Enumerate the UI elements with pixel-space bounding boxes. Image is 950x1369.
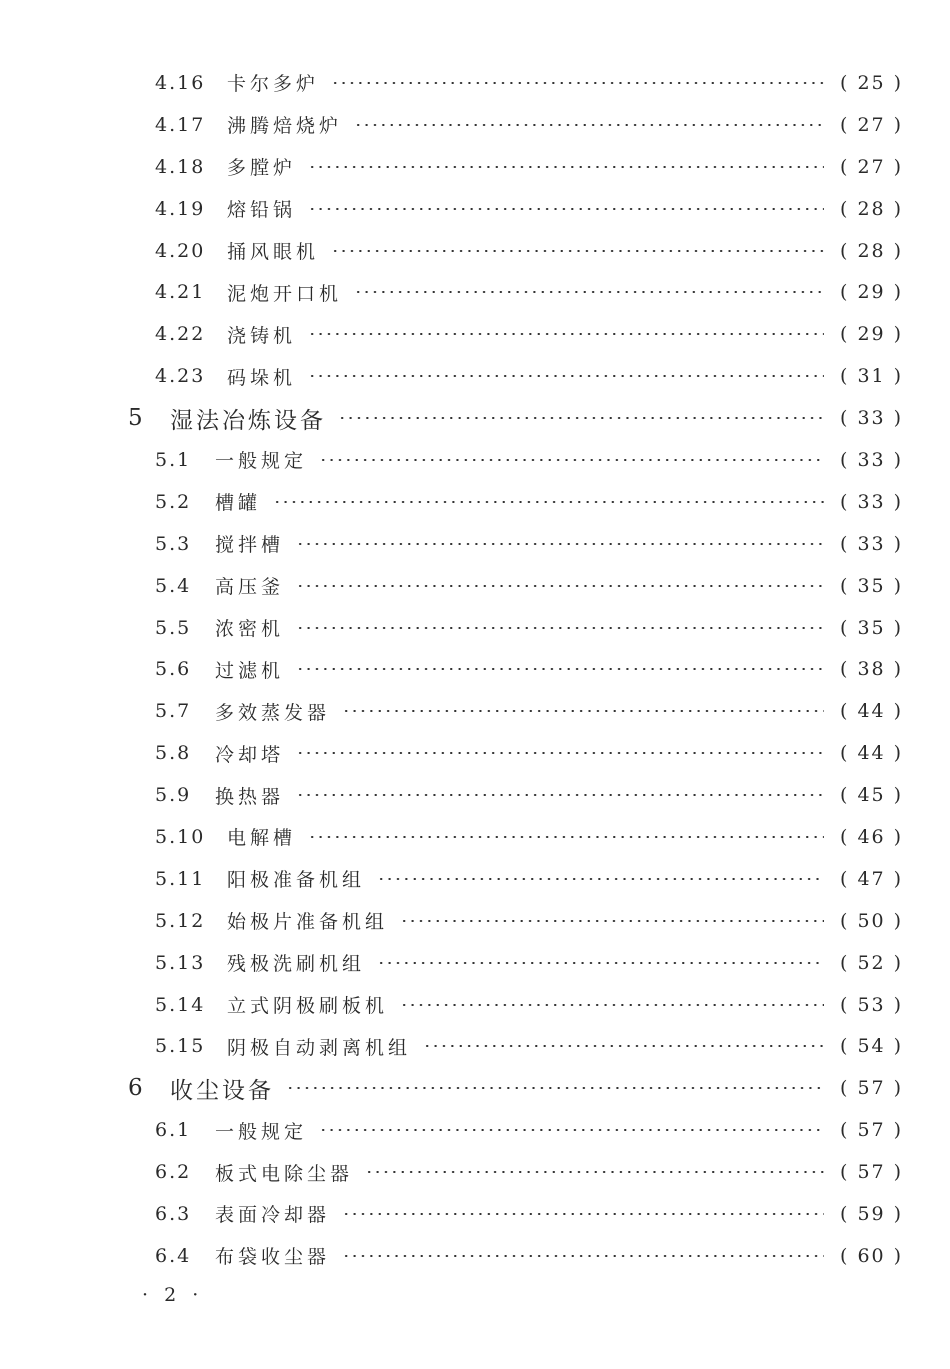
toc-entry-title: 捅风眼机 xyxy=(227,241,320,263)
toc-entry-number: 4.20 xyxy=(155,239,206,262)
toc-entry[interactable] xyxy=(0,732,950,774)
toc-entry-title: 多膛炉 xyxy=(227,157,297,180)
toc-entry-title: 残极洗刷机组 xyxy=(227,953,366,976)
toc-entry-page: ( 35 ) xyxy=(840,616,904,639)
toc-entry[interactable] xyxy=(0,690,950,732)
toc-entry-title: 电解槽 xyxy=(227,827,297,850)
toc-entry-number: 5.3 xyxy=(155,532,192,555)
toc-entry-page: ( 27 ) xyxy=(840,113,904,136)
toc-entry-page: ( 60 ) xyxy=(840,1244,904,1267)
toc-entry-number: 4.23 xyxy=(155,365,206,388)
leader-dots xyxy=(331,250,824,252)
toc-entry-number: 5.14 xyxy=(155,993,206,1016)
toc-entry[interactable] xyxy=(0,1151,950,1193)
leader-dots xyxy=(286,1087,824,1089)
leader-dots xyxy=(423,1045,824,1047)
toc-entry-page: ( 28 ) xyxy=(840,239,904,262)
toc-entry-title: 换热器 xyxy=(215,785,285,808)
toc-entry-number: 4.17 xyxy=(155,113,206,136)
toc-entry-number: 5.6 xyxy=(155,658,192,681)
toc-entry-page: ( 35 ) xyxy=(840,574,904,597)
leader-dots xyxy=(296,627,824,629)
leader-dots xyxy=(354,291,824,293)
toc-entry-number: 5.15 xyxy=(155,1035,206,1058)
toc-entry-number: 5.9 xyxy=(155,784,192,807)
toc-entry-page: ( 57 ) xyxy=(840,1161,904,1184)
toc-entry-page: ( 54 ) xyxy=(840,1035,904,1058)
toc-entry[interactable] xyxy=(0,858,950,900)
toc-entry-title: 高压釜 xyxy=(215,576,285,599)
toc-entry-title: 浓密机 xyxy=(215,618,285,641)
toc-entry-number: 5.10 xyxy=(155,825,206,848)
toc-entry[interactable] xyxy=(0,1025,950,1067)
toc-entry-page: ( 27 ) xyxy=(840,155,904,178)
toc-entry-page: ( 25 ) xyxy=(840,71,904,94)
toc-entry[interactable] xyxy=(0,900,950,942)
toc-entry-title: 板式电除尘器 xyxy=(215,1162,354,1185)
toc-entry-number: 5.12 xyxy=(155,909,206,932)
toc-entry[interactable] xyxy=(0,565,950,607)
toc-entry-page: ( 53 ) xyxy=(840,993,904,1016)
toc-entry-page: ( 33 ) xyxy=(840,490,904,513)
toc-entry[interactable] xyxy=(0,1109,950,1151)
leader-dots xyxy=(377,962,824,964)
toc-entry-title: 一般规定 xyxy=(215,450,308,473)
toc-entry[interactable] xyxy=(0,1235,950,1277)
leader-dots xyxy=(273,501,824,503)
toc-entry-title: 一般规定 xyxy=(215,1120,308,1143)
leader-dots xyxy=(308,333,824,335)
toc-entry[interactable] xyxy=(0,816,950,858)
toc-entry[interactable] xyxy=(0,607,950,649)
leader-dots xyxy=(342,1255,824,1257)
toc-entry[interactable] xyxy=(0,104,950,146)
toc-entry-number: 6.1 xyxy=(155,1119,192,1142)
toc-chapter-number: 5 xyxy=(128,405,145,432)
toc-entry-number: 6.2 xyxy=(155,1161,192,1184)
toc-entry-title: 阳极准备机组 xyxy=(227,869,366,892)
toc-entry[interactable] xyxy=(0,942,950,984)
toc-entry-number: 5.1 xyxy=(155,448,192,471)
leader-dots xyxy=(296,668,824,670)
toc-entry-title: 码垛机 xyxy=(227,366,297,389)
toc-entry[interactable] xyxy=(0,188,950,230)
toc-entry-title: 搅拌槽 xyxy=(215,534,285,557)
leader-dots xyxy=(308,836,824,838)
toc-entry-title: 阴极自动剥离机组 xyxy=(227,1036,412,1059)
toc-entry[interactable] xyxy=(0,481,950,523)
toc-entry[interactable] xyxy=(0,1193,950,1235)
toc-entry-page: ( 50 ) xyxy=(840,909,904,932)
leader-dots xyxy=(400,920,824,922)
toc-entry-number: 4.16 xyxy=(155,71,206,94)
toc-entry-page: ( 44 ) xyxy=(840,700,904,723)
toc-chapter-number: 6 xyxy=(128,1075,145,1102)
leader-dots xyxy=(308,166,824,168)
leader-dots xyxy=(296,794,824,796)
toc-entry[interactable] xyxy=(0,523,950,565)
toc-entry-page: ( 33 ) xyxy=(840,407,904,430)
toc-entry-number: 5.8 xyxy=(155,742,192,765)
toc-entry-page: ( 57 ) xyxy=(840,1119,904,1142)
toc-entry-page: ( 29 ) xyxy=(840,323,904,346)
toc-entry[interactable] xyxy=(0,313,950,355)
toc-entry[interactable] xyxy=(0,271,950,313)
toc-entry-number: 6.4 xyxy=(155,1244,192,1267)
leader-dots xyxy=(354,124,824,126)
leader-dots xyxy=(377,878,824,880)
toc-entry-page: ( 57 ) xyxy=(840,1077,904,1100)
leader-dots xyxy=(338,417,824,419)
toc-entry-page: ( 44 ) xyxy=(840,742,904,765)
toc-entry[interactable] xyxy=(0,774,950,816)
toc-entry-page: ( 52 ) xyxy=(840,951,904,974)
toc-entry-page: ( 33 ) xyxy=(840,532,904,555)
leader-dots xyxy=(319,1129,824,1131)
toc-entry-number: 6.3 xyxy=(155,1202,192,1225)
toc-chapter-title: 收尘设备 xyxy=(170,1077,274,1104)
toc-entry-page: ( 33 ) xyxy=(840,448,904,471)
toc-entry-page: ( 28 ) xyxy=(840,197,904,220)
toc-entry-number: 5.4 xyxy=(155,574,192,597)
toc-entry-number: 5.13 xyxy=(155,951,206,974)
toc-entry-title: 布袋收尘器 xyxy=(215,1246,331,1269)
toc-entry-number: 5.11 xyxy=(155,867,206,890)
toc-entry[interactable] xyxy=(0,355,950,397)
toc-entry[interactable] xyxy=(0,146,950,188)
toc-entry-page: ( 38 ) xyxy=(840,658,904,681)
toc-entry-title: 沸腾焙烧炉 xyxy=(227,115,343,138)
page-number-footer: · 2 · xyxy=(142,1284,204,1306)
toc-entry-title: 卡尔多炉 xyxy=(227,73,320,96)
toc-entry[interactable] xyxy=(0,62,950,104)
toc-entry-number: 4.21 xyxy=(155,281,206,304)
toc-entry-title: 表面冷却器 xyxy=(215,1204,331,1227)
toc-chapter-title: 湿法冶炼设备 xyxy=(170,407,326,434)
toc-chapter-entry[interactable] xyxy=(0,397,950,439)
leader-dots xyxy=(308,208,824,210)
toc-entry-title: 熔铅锅 xyxy=(227,199,297,222)
toc-entry[interactable] xyxy=(0,984,950,1026)
toc-entry-page: ( 45 ) xyxy=(840,784,904,807)
leader-dots xyxy=(342,1213,824,1215)
toc-entry-number: 5.2 xyxy=(155,490,192,513)
toc-entry-page: ( 31 ) xyxy=(840,365,904,388)
leader-dots xyxy=(296,543,824,545)
leader-dots xyxy=(365,1171,824,1173)
toc-entry-title: 槽罐 xyxy=(215,492,262,515)
toc-entry-page: ( 47 ) xyxy=(840,867,904,890)
toc-entry-page: ( 59 ) xyxy=(840,1202,904,1225)
toc-entry-number: 4.19 xyxy=(155,197,206,220)
table-of-contents xyxy=(0,62,950,1277)
toc-entry-number: 5.5 xyxy=(155,616,192,639)
toc-entry-page: ( 29 ) xyxy=(840,281,904,304)
leader-dots xyxy=(342,710,824,712)
toc-entry[interactable] xyxy=(0,230,950,272)
leader-dots xyxy=(331,82,824,84)
toc-entry-page: ( 46 ) xyxy=(840,825,904,848)
toc-entry[interactable] xyxy=(0,439,950,481)
leader-dots xyxy=(319,459,824,461)
leader-dots xyxy=(308,375,824,377)
toc-entry-title: 过滤机 xyxy=(215,659,285,682)
toc-entry-title: 冷却塔 xyxy=(215,743,285,766)
leader-dots xyxy=(296,752,824,754)
leader-dots xyxy=(296,585,824,587)
toc-entry-number: 4.18 xyxy=(155,155,206,178)
toc-entry-title: 立式阴极刷板机 xyxy=(227,995,389,1018)
toc-entry-number: 5.7 xyxy=(155,700,192,723)
leader-dots xyxy=(400,1004,824,1006)
toc-chapter-entry[interactable] xyxy=(0,1067,950,1109)
toc-entry-title: 浇铸机 xyxy=(227,324,297,347)
toc-entry-title: 多效蒸发器 xyxy=(215,701,331,724)
toc-entry-title: 始极片准备机组 xyxy=(227,911,389,934)
toc-entry-title: 泥炮开口机 xyxy=(227,282,343,305)
toc-entry-number: 4.22 xyxy=(155,323,206,346)
toc-entry[interactable] xyxy=(0,648,950,690)
